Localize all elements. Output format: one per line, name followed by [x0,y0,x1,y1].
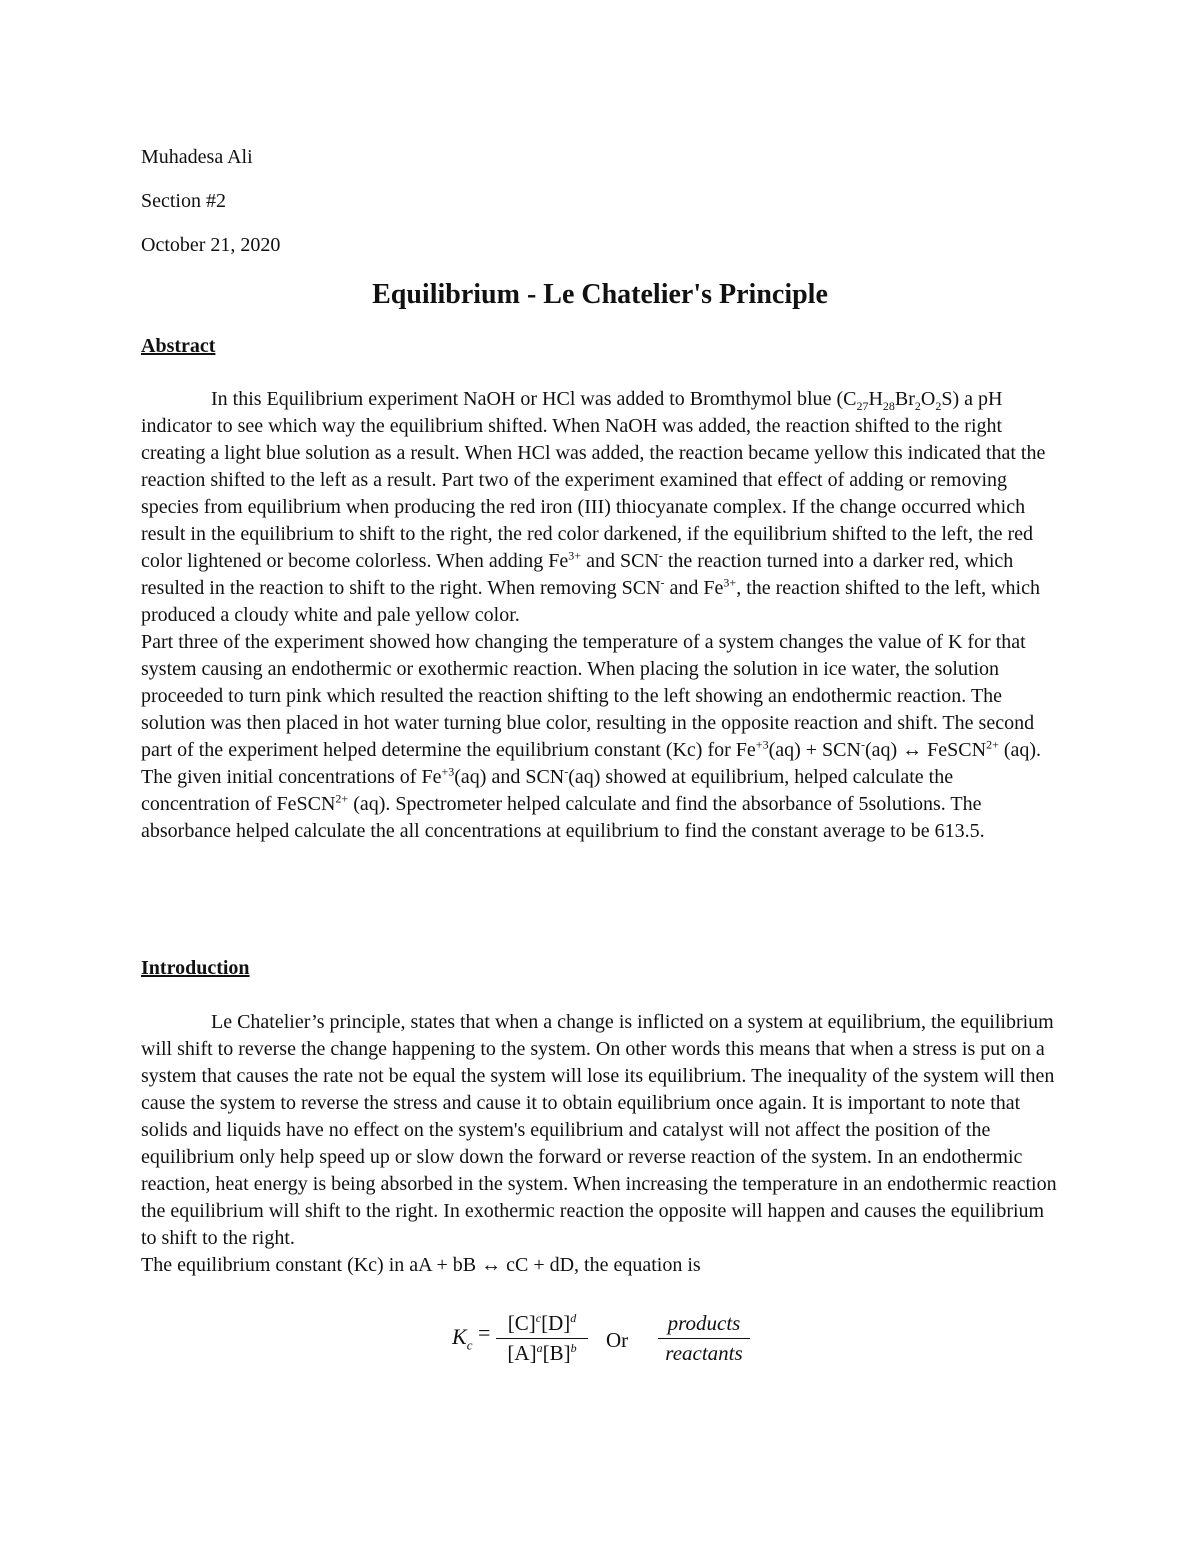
author-name: Muhadesa Ali [141,146,253,168]
introduction-paragraph-2: The equilibrium constant (Kc) in aA + bB ↔ cC + dD, the equation is [141,1254,701,1276]
reactants-label: reactants [665,1341,743,1365]
kc-symbol: $K_c$ [452,1324,473,1353]
introduction-heading: Introduction [141,957,250,979]
introduction-paragraph-1: Le Chatelier’s principle, states that when a change is inflicted on a system at equilibrium, the equilibrium will shift to reverse the change happening to the system. On other words this means that when a stress is put on a system that causes the rate not be equal the system will lose its equilibrium. The inequality of the system will then cause the system to reverse the stress and cause it to obtain equilibrium once again. It is important to note that solids and liquids have no effect on the system's equilibrium and catalyst will not affect the position of the equilibrium only help speed up or slow down the forward or reverse reaction of the system. In an endothermic reaction, heat energy is being absorbed in the system. When increasing the temperature in an endothermic reaction the equilibrium will shift to the right. In exothermic reaction the opposite will happen and causes the equilibrium to shift to the right. [141,1011,1057,1249]
kc-numerator: $[C]^c[D]^d$ [496,1310,588,1339]
products-over-reactants [658,1310,750,1367]
section-number: Section #2 [141,190,226,212]
introduction-body [141,1009,1061,1279]
abstract-paragraph-1: In this Equilibrium experiment NaOH or HCl was added to Bromthymol blue $(C_{27}H_{28}Br_2O_2S)$ a pH indicator to see which way the equilibrium shifted. When NaOH was added, the reaction shifted to the right creating a light blue solution as a result. When HCl was added, the reaction became yellow this indicated that the reaction shifted to the left as a result. Part two of the experiment examined that effect of adding or removing species from equilibrium when producing the red iron (III) thiocyanate complex. If the change occurred which result in the equilibrium to shift to the right, the red color darkened, if the equilibrium shifted to the left, the red color lightened or become colorless. When adding $Fe^{3+}$ and SCN- the reaction turned into a darker red, which resulted in the reaction to shift to the right. When removing SCN- and $Fe^{3+}$, the reaction shifted to the left, which produced a cloudy white and pale yellow color. [141,388,1046,626]
page-title: Equilibrium - Le Chatelier's Principle [372,279,828,310]
kc-denominator: $[A]^a[B]^b$ [507,1341,577,1365]
equals-sign: = [478,1320,491,1345]
abstract-paragraph-2: Part three of the experiment showed how changing the temperature of a system changes the value of K for that system causing an endothermic or exothermic reaction. When placing the solution in ice water, the solution proceeded to turn pink which resulted the reaction shifting to the left showing an endothermic reaction. The solution was then placed in hot water turning blue color, resulting in the opposite reaction and shift. The second part of the experiment helped determine the equilibrium constant (Kc) for $Fe^{+3}(aq) + SCN^-(aq)$ ↔ FeSCN$^{2+}$ (aq). The given initial concentrations of $Fe^{+3}(aq)$ and SCN-(aq) showed at equilibrium, helped calculate the concentration of FeSCN$^{2+}$ (aq). Spectrometer helped calculate and find the absorbance of 5solutions. The absorbance helped calculate the all concentrations at equilibrium to find the constant average to be 613.5. [141,631,1042,842]
abstract-body [141,386,1061,845]
or-word: Or [606,1328,629,1352]
products-label: products [658,1310,750,1339]
report-date: October 21, 2020 [141,234,281,256]
abstract-heading: Abstract [141,335,216,357]
kc-fraction [496,1310,588,1367]
